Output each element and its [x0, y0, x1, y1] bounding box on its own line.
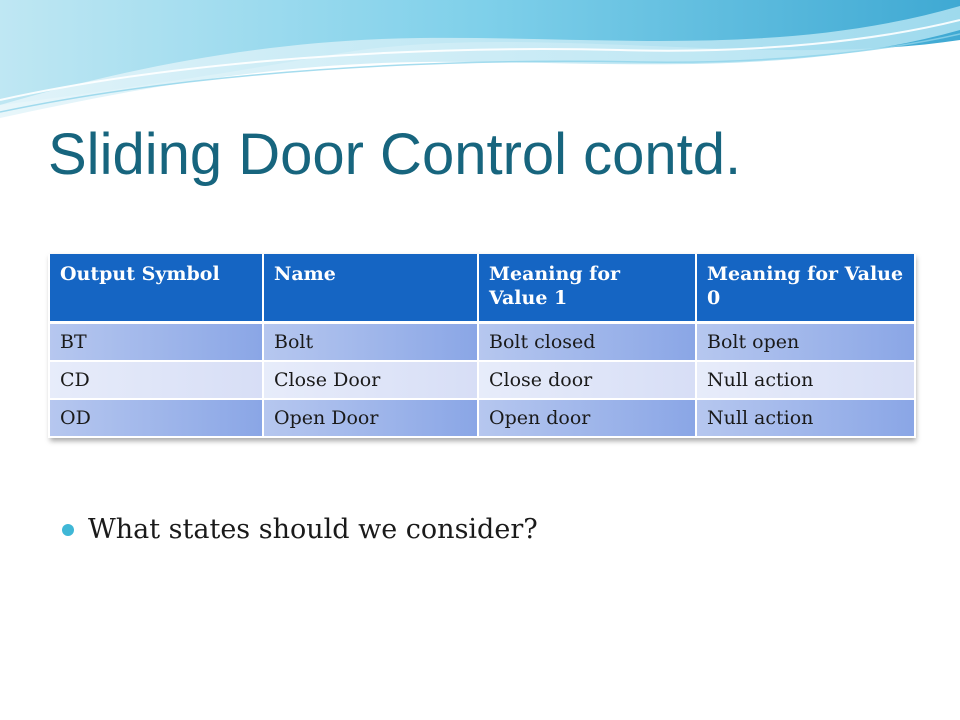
- table-row: [49, 322, 915, 361]
- table-cell: CD: [49, 361, 263, 399]
- column-header: Meaning for Value 1: [478, 254, 696, 322]
- table-cell: Close Door: [263, 361, 478, 399]
- table-cell: Bolt open: [696, 322, 915, 361]
- table-cell: Null action: [696, 361, 915, 399]
- table-row: [49, 361, 915, 399]
- table-header-row: [49, 254, 915, 322]
- table-row: [49, 399, 915, 437]
- bullet-dot-icon: [62, 524, 74, 536]
- table-cell: Open door: [478, 399, 696, 437]
- table-cell: Null action: [696, 399, 915, 437]
- slide-title: Sliding Door Control contd.: [48, 122, 742, 187]
- output-table: [48, 254, 916, 438]
- bullet-item: [62, 508, 538, 552]
- table-cell: Bolt closed: [478, 322, 696, 361]
- output-table-container: [48, 254, 914, 438]
- column-header: Meaning for Value 0: [696, 254, 915, 322]
- bullet-list: [62, 508, 538, 552]
- table-cell: BT: [49, 322, 263, 361]
- column-header: Output Symbol: [49, 254, 263, 322]
- bullet-text: What states should we consider?: [88, 514, 538, 545]
- table-cell: Bolt: [263, 322, 478, 361]
- table-cell: Close door: [478, 361, 696, 399]
- table-cell: OD: [49, 399, 263, 437]
- column-header: Name: [263, 254, 478, 322]
- header-wave-decoration: [0, 0, 960, 130]
- table-cell: Open Door: [263, 399, 478, 437]
